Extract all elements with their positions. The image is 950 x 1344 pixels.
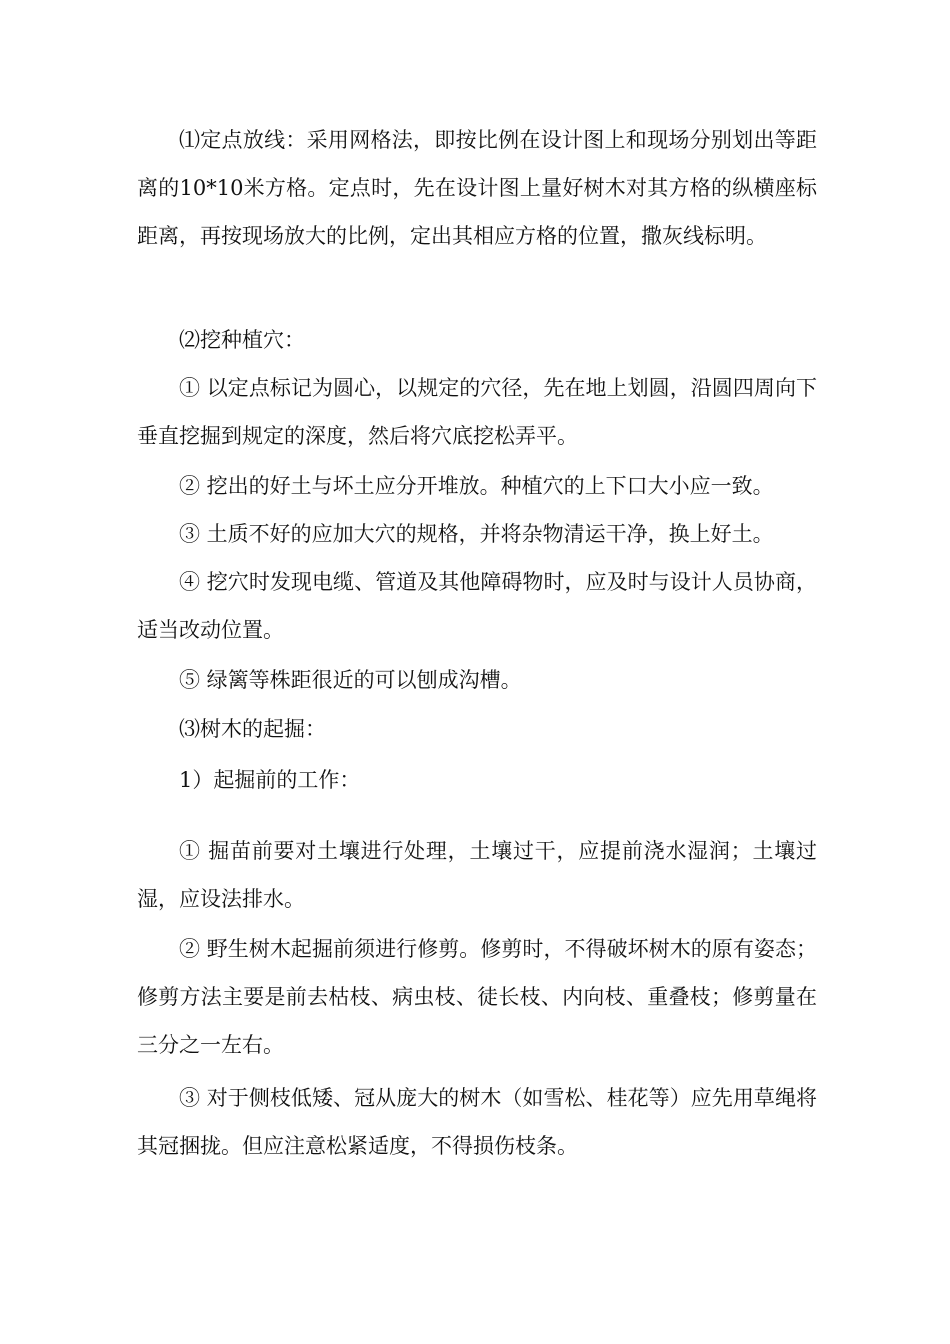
paragraph-dig-pit-item-1: ① 以定点标记为圆心，以规定的穴径，先在地上划圆，沿圆四周向下垂直挖掘到规定的深度，然后将穴底挖松弄平。	[137, 376, 817, 448]
paragraph-pre-digging-item-1: ① 掘苗前要对土壤进行处理，土壤过干，应提前浇水湿润；土壤过湿，应设法排水。	[137, 839, 817, 911]
paragraph-pre-digging-item-2: ② 野生树木起掘前须进行修剪。修剪时，不得破坏树木的原有姿态；修剪方法主要是前去枯枝、病虫枝、徒长枝、内向枝、重叠枝；修剪量在三分之一左右。	[137, 937, 817, 1057]
paragraph-tree-digging-heading: ⑶树木的起掘：	[179, 717, 326, 741]
paragraph-dig-pit-item-3: ③ 土质不好的应加大穴的规格，并将杂物清运干净，换上好土。	[179, 522, 774, 546]
paragraph-dig-pit-item-2: ② 挖出的好土与坏土应分开堆放。种植穴的上下口大小应一致。	[179, 474, 774, 498]
paragraph-pre-digging-heading: 1）起掘前的工作：	[179, 768, 361, 792]
paragraph-dig-pit-heading: ⑵挖种植穴：	[179, 328, 305, 352]
paragraph-dig-pit-item-5: ⑤ 绿篱等株距很近的可以刨成沟槽。	[179, 668, 522, 692]
paragraph-dig-pit-item-4: ④ 挖穴时发现电缆、管道及其他障碍物时，应及时与设计人员协商，适当改动位置。	[137, 570, 817, 642]
paragraph-stakeout: ⑴定点放线：采用网格法，即按比例在设计图上和现场分别划出等距离的10*10米方格。定点时，先在设计图上量好树木对其方格的纵横座标距离，再按现场放大的比例，定出其相应方格的位置，撒灰线标明。	[137, 128, 817, 248]
paragraph-pre-digging-item-3: ③ 对于侧枝低矮、冠从庞大的树木（如雪松、桂花等）应先用草绳将其冠捆拢。但应注意松紧适度，不得损伤枝条。	[137, 1086, 817, 1158]
